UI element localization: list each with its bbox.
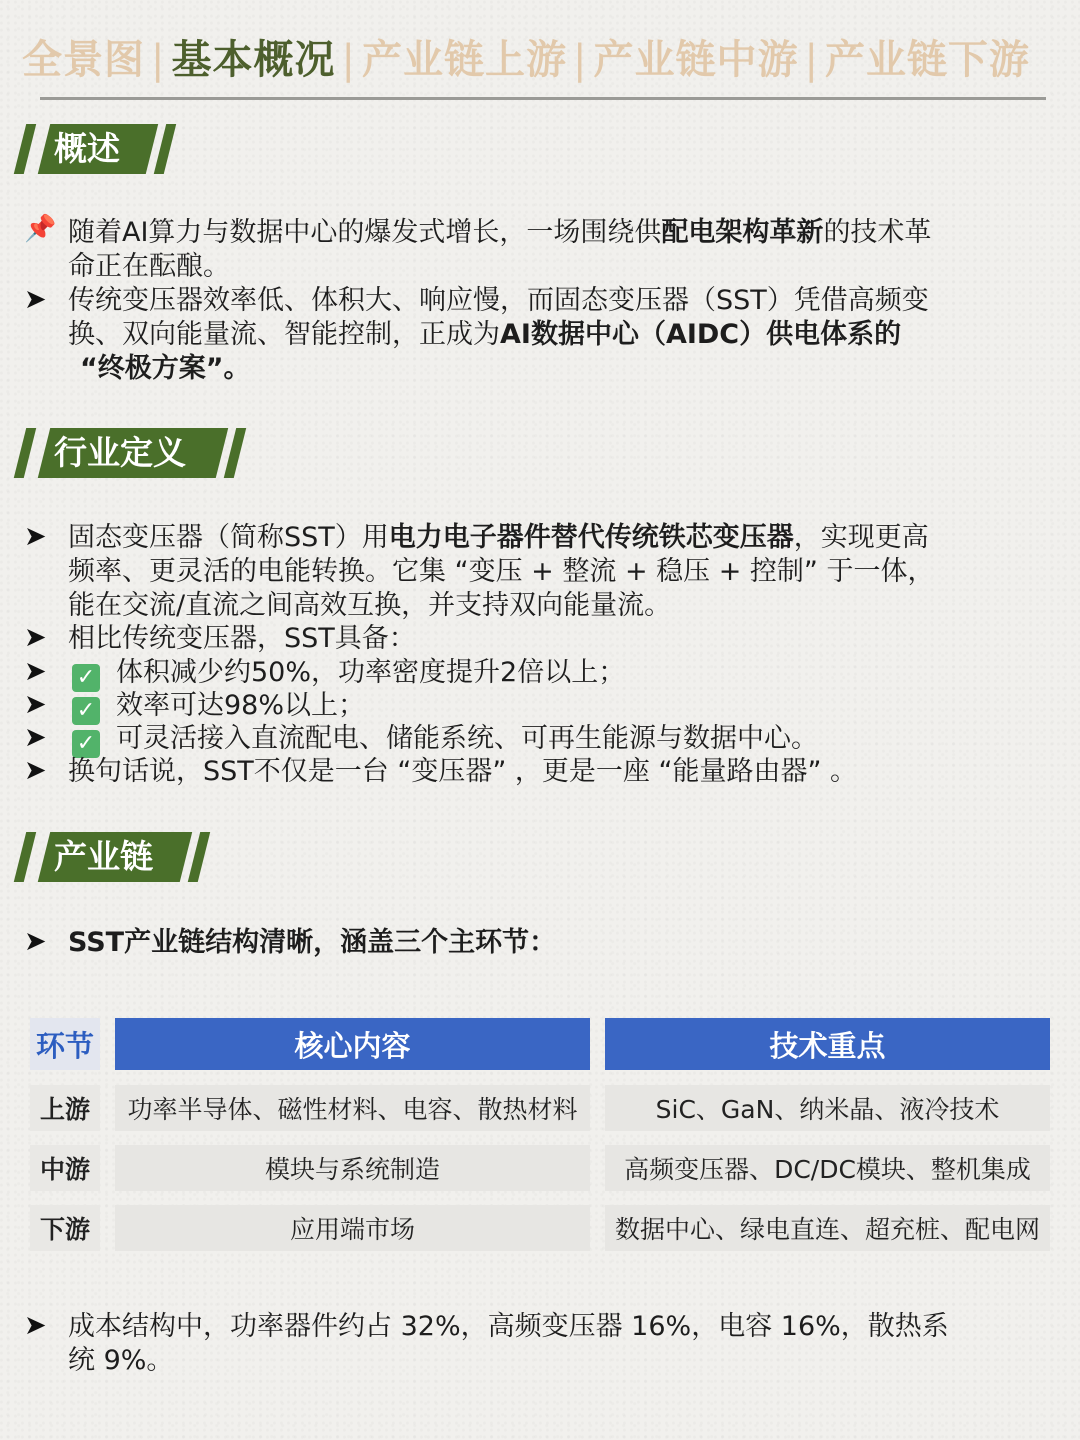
nav-separator: | (572, 37, 588, 83)
table-row-head: 下游 (30, 1205, 100, 1251)
arrow-bullet-icon: ➤ (24, 755, 47, 786)
overview-line: “终极方案”。 (80, 353, 251, 384)
table-cell: 数据中心、绿电直连、超充桩、配电网 (605, 1205, 1050, 1251)
nav-item-basic-info[interactable]: 基本概况 (171, 37, 336, 83)
table-header-cell: 核心内容 (115, 1018, 590, 1070)
section-title: 概述 (54, 129, 120, 168)
arrow-bullet-icon: ➤ (24, 1310, 47, 1341)
checklist-item: ✓ 效率可达98%以上； (68, 689, 365, 725)
table-header-cell: 技术重点 (605, 1018, 1050, 1070)
section-title: 产业链 (54, 837, 153, 876)
overview-line: 命正在酝酿。 (68, 251, 230, 282)
arrow-bullet-icon: ➤ (24, 284, 47, 315)
table-cell: 高频变压器、DC/DC模块、整机集成 (605, 1145, 1050, 1191)
arrow-bullet-icon: ➤ (24, 722, 47, 753)
nav-item-midstream[interactable]: 产业链中游 (593, 37, 799, 83)
nav-item-overview-map[interactable]: 全景图 (22, 37, 145, 83)
overview-line: 传统变压器效率低、体积大、响应慢，而固态变压器（SST）凭借高频变 (68, 285, 929, 316)
table-row-head: 中游 (30, 1145, 100, 1191)
nav-item-upstream[interactable]: 产业链上游 (361, 37, 567, 83)
cost-structure-line: 成本结构中，功率器件约占 32%，高频变压器 16%，电容 16%，散热系 (68, 1311, 949, 1342)
pushpin-icon: 📌 (24, 214, 57, 244)
checklist-item: ✓ 体积减少约50%，功率密度提升2倍以上； (68, 656, 625, 692)
nav-separator: | (341, 37, 356, 83)
definition-line: 频率、更灵活的电能转换。它集 “变压 + 整流 + 稳压 + 控制” 于一体， (68, 556, 935, 587)
chain-intro: SST产业链结构清晰，涵盖三个主环节： (68, 927, 557, 958)
top-nav (22, 28, 1030, 85)
section-header-overview (14, 124, 174, 174)
table-cell: 功率半导体、磁性材料、电容、散热材料 (115, 1085, 590, 1131)
checklist-item: ✓ 可灵活接入直流配电、储能系统、可再生能源与数据中心。 (68, 722, 818, 758)
table-cell: 模块与系统制造 (115, 1145, 590, 1191)
nav-item-downstream[interactable]: 产业链下游 (824, 37, 1030, 83)
definition-line: 换句话说，SST不仅是一台 “变压器” ，更是一座 “能量路由器” 。 (68, 756, 858, 787)
section-header-chain (14, 832, 208, 882)
checkbox-icon: ✓ (72, 664, 100, 692)
arrow-bullet-icon: ➤ (24, 656, 47, 687)
table-cell: 应用端市场 (115, 1205, 590, 1251)
table-cell: SiC、GaN、纳米晶、液冷技术 (605, 1085, 1050, 1131)
section-header-definition (14, 428, 244, 478)
definition-line: 固态变压器（简称SST）用电力电子器件替代传统铁芯变压器，实现更高 (68, 522, 929, 553)
definition-line: 能在交流/直流之间高效互换，并支持双向能量流。 (68, 590, 672, 621)
nav-divider (40, 97, 1046, 100)
arrow-bullet-icon: ➤ (24, 521, 47, 552)
overview-line: 换、双向能量流、智能控制，正成为AI数据中心（AIDC）供电体系的 (68, 319, 902, 350)
nav-separator: | (804, 37, 819, 83)
overview-line: 随着AI算力与数据中心的爆发式增长，一场围绕供配电架构革新的技术革 (68, 217, 932, 248)
definition-line: 相比传统变压器，SST具备： (68, 623, 416, 654)
checkbox-icon: ✓ (72, 697, 100, 725)
arrow-bullet-icon: ➤ (24, 926, 47, 957)
table-header-cell: 环节 (30, 1018, 100, 1070)
checkbox-icon: ✓ (72, 730, 100, 758)
cost-structure-line: 统 9%。 (68, 1345, 174, 1376)
nav-separator: | (151, 37, 166, 83)
arrow-bullet-icon: ➤ (24, 622, 47, 653)
table-row-head: 上游 (30, 1085, 100, 1131)
section-title: 行业定义 (54, 433, 186, 472)
arrow-bullet-icon: ➤ (24, 689, 47, 720)
